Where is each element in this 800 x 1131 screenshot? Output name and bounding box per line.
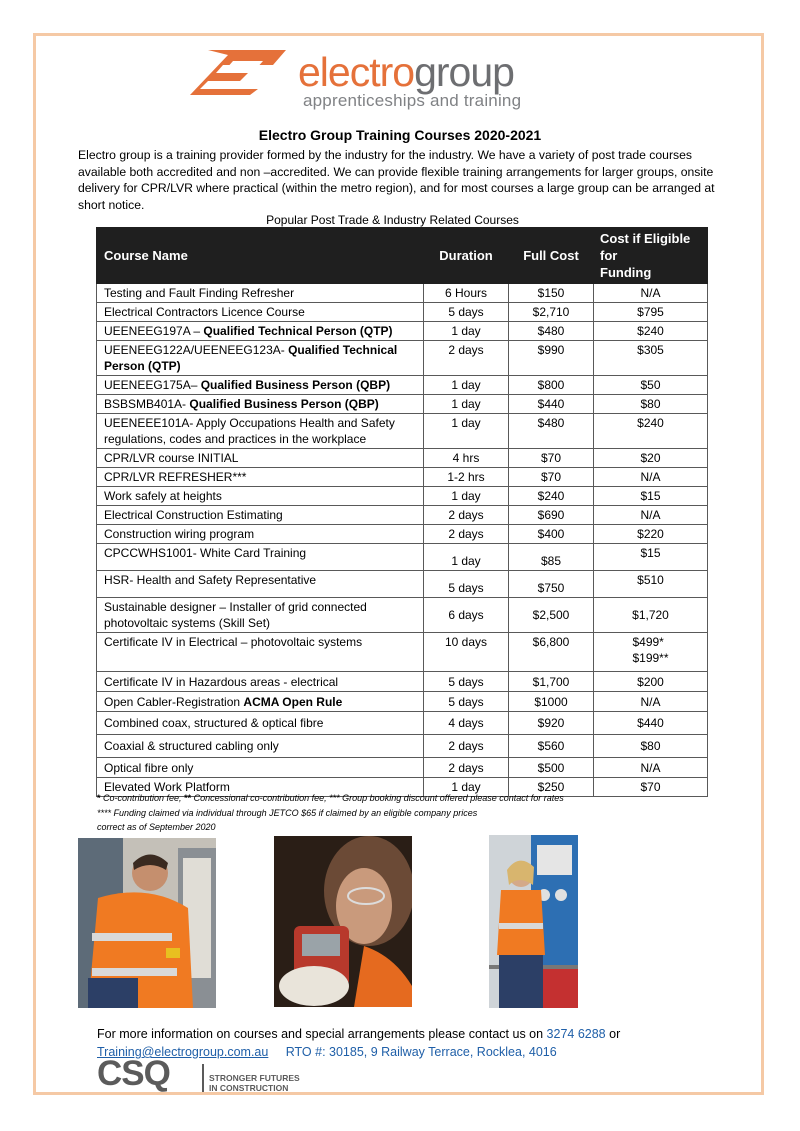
- header-funded-line3: Funding: [600, 265, 652, 280]
- course-name-bold: ACMA Open Rule: [243, 694, 343, 709]
- cell-duration: 1 day: [424, 487, 509, 506]
- cell-course-name: [97, 672, 424, 692]
- footnote-1: [97, 793, 564, 803]
- cell-duration: 2 days: [424, 525, 509, 544]
- cell-cost: $500: [509, 758, 594, 778]
- course-name-text: Work safely at heights: [104, 489, 222, 503]
- cell-cost: $70: [509, 468, 594, 487]
- table-row: [97, 322, 708, 341]
- cell-cost: $2,710: [509, 303, 594, 322]
- cell-course-name: [97, 712, 424, 735]
- cell-funded-cost: $795: [594, 303, 708, 322]
- header-funded-cost: [594, 228, 708, 284]
- footnote-3: correct as of September 2020: [97, 822, 216, 832]
- course-name-text: HSR- Health and Safety Representative: [104, 573, 317, 587]
- course-name-text: UEENEEG175A–: [104, 378, 201, 392]
- cell-course-name: [97, 376, 424, 395]
- contact-or: or: [605, 1027, 621, 1041]
- table-row: [97, 758, 708, 778]
- cell-funded-cost: N/A: [594, 758, 708, 778]
- course-name-text: UEENEEG122A/UEENEEG123A-: [104, 343, 289, 357]
- cell-duration: 5 days: [424, 692, 509, 712]
- cell-course-name: [97, 692, 424, 712]
- cell-cost: $240: [509, 487, 594, 506]
- cell-funded-cost: $15: [594, 544, 708, 571]
- cell-duration: 5 days: [424, 672, 509, 692]
- cell-course-name: [97, 449, 424, 468]
- cell-duration: 5 days: [424, 571, 509, 598]
- cell-cost: $990: [509, 341, 594, 376]
- cell-funded-cost: $305: [594, 341, 708, 376]
- cell-course-name: [97, 633, 424, 672]
- table-row: [97, 376, 708, 395]
- electrogroup-logo: [188, 45, 533, 115]
- course-name-text: CPCCWHS1001- White Card Training: [104, 546, 307, 560]
- cell-duration: 1 day: [424, 395, 509, 414]
- course-name-text: Open Cabler-Registration: [104, 694, 244, 709]
- cell-duration: 4 hrs: [424, 449, 509, 468]
- cell-course-name: [97, 341, 424, 376]
- intro-paragraph: Electro group is a training provider formed by the industry for the industry. We have a variety of post trade courses available both accredited and non –accredited. We can provide flexible training arrangements for larger groups, onsite delivery for CPR/LVR where practical (within the metro region), and for most courses a large group can be arranged at short notice.: [78, 148, 715, 212]
- cell-cost: $85: [509, 544, 594, 571]
- course-name-text: Electrical Contractors Licence Course: [104, 305, 305, 319]
- rto-address: RTO #: 30185, 9 Railway Terrace, Rocklea, 4016: [285, 1045, 557, 1059]
- cell-course-name: [97, 506, 424, 525]
- cell-course-name: [97, 414, 424, 449]
- cell-duration: 6 Hours: [424, 284, 509, 303]
- cell-cost: $1000: [509, 692, 594, 712]
- course-name-text: Coaxial & structured cabling only: [104, 739, 279, 753]
- footnote-star: *: [97, 793, 101, 803]
- cell-funded-cost: $220: [594, 525, 708, 544]
- cell-duration: 1 day: [424, 544, 509, 571]
- table-row: [97, 468, 708, 487]
- cell-course-name: [97, 758, 424, 778]
- cell-duration: 2 days: [424, 506, 509, 525]
- photo-trainee-board: [489, 835, 578, 1008]
- table-row: [97, 487, 708, 506]
- table-row: [97, 571, 708, 598]
- footnote-dstar: **: [184, 793, 192, 803]
- cell-course-name: [97, 468, 424, 487]
- cell-cost: $560: [509, 735, 594, 758]
- contact-info: [97, 1025, 697, 1061]
- cell-cost: $800: [509, 376, 594, 395]
- course-name-text: Certificate IV in Electrical – photovoltaic systems: [104, 635, 363, 649]
- cell-cost: $400: [509, 525, 594, 544]
- footnote-1b: Concessional co-contribution fee, *** Group booking discount offered please contact for rates: [191, 793, 564, 803]
- cell-funded-cost: [594, 633, 708, 672]
- header-duration: Duration: [424, 228, 509, 284]
- photo-multimeter-worker: [274, 836, 412, 1007]
- cell-funded-cost: $200: [594, 672, 708, 692]
- cell-course-name: [97, 395, 424, 414]
- cell-cost: $70: [509, 449, 594, 468]
- cell-cost: $150: [509, 284, 594, 303]
- electrogroup-logo-mark: [188, 47, 293, 97]
- table-row: [97, 303, 708, 322]
- table-row: [97, 735, 708, 758]
- cell-duration: 10 days: [424, 633, 509, 672]
- cell-duration: 2 days: [424, 735, 509, 758]
- course-name-text: BSBSMB401A-: [104, 397, 190, 411]
- footnote-2: **** Funding claimed via individual through JETCO $65 if claimed by an eligible company prices: [97, 808, 478, 818]
- cell-duration: 5 days: [424, 303, 509, 322]
- cell-cost: $750: [509, 571, 594, 598]
- course-name-bold: Qualified Business Person (QBP): [189, 397, 379, 411]
- courses-table: [96, 227, 708, 797]
- contact-email-link[interactable]: Training@electrogroup.com.au: [97, 1045, 269, 1059]
- table-row: [97, 341, 708, 376]
- cell-funded-cost: $70: [594, 778, 708, 797]
- table-header-row: [97, 228, 708, 284]
- cell-course-name: [97, 525, 424, 544]
- cell-duration: 1 day: [424, 414, 509, 449]
- cell-funded-cost: $80: [594, 735, 708, 758]
- course-name-text: Combined coax, structured & optical fibre: [104, 716, 324, 730]
- table-row: [97, 633, 708, 672]
- cell-course-name: [97, 598, 424, 633]
- cell-funded-cost: N/A: [594, 506, 708, 525]
- contact-text: For more information on courses and special arrangements please contact us on: [97, 1027, 547, 1041]
- table-row: [97, 544, 708, 571]
- cell-cost: $2,500: [509, 598, 594, 633]
- course-name-text: Testing and Fault Finding Refresher: [104, 286, 295, 300]
- logo-tagline: apprenticeships and training: [303, 91, 522, 110]
- page-title: Electro Group Training Courses 2020-2021: [258, 127, 542, 143]
- cell-duration: 2 days: [424, 758, 509, 778]
- course-name-bold: Qualified Technical Person (QTP): [104, 343, 398, 373]
- funded-cost-a: $499*: [632, 635, 664, 649]
- cell-course-name: [97, 487, 424, 506]
- course-name-text: Sustainable designer – Installer of grid connected photovoltaic systems (Skill Set): [104, 600, 367, 630]
- cell-funded-cost: N/A: [594, 692, 708, 712]
- csq-tagline: [209, 1073, 300, 1093]
- table-row: [97, 506, 708, 525]
- cell-cost: $1,700: [509, 672, 594, 692]
- cell-funded-cost: $50: [594, 376, 708, 395]
- cell-funded-cost: N/A: [594, 284, 708, 303]
- csq-divider: [202, 1064, 204, 1092]
- course-name-text: Optical fibre only: [104, 760, 194, 775]
- cell-funded-cost: $510: [594, 571, 708, 598]
- funded-cost-b: $199**: [632, 651, 669, 665]
- cell-course-name: [97, 544, 424, 571]
- contact-phone[interactable]: 3274 6288: [546, 1027, 606, 1041]
- table-row: [97, 284, 708, 303]
- cell-cost: $690: [509, 506, 594, 525]
- csq-tagline-1: STRONGER FUTURES: [209, 1073, 300, 1083]
- cell-cost: $250: [509, 778, 594, 797]
- cell-duration: 2 days: [424, 341, 509, 376]
- cell-duration: 1 day: [424, 778, 509, 797]
- cell-duration: 6 days: [424, 598, 509, 633]
- table-row: [97, 712, 708, 735]
- table-row: [97, 449, 708, 468]
- course-name-text: CPR/LVR course INITIAL: [104, 451, 239, 465]
- table-row: [97, 414, 708, 449]
- logo-word-group: group: [414, 49, 514, 95]
- course-name-text: UEENEEE101A- Apply Occupations Health and Safety regulations, codes and practices in the workplace: [104, 416, 395, 446]
- cell-funded-cost: N/A: [594, 468, 708, 487]
- cell-duration: 4 days: [424, 712, 509, 735]
- table-row: [97, 395, 708, 414]
- cell-funded-cost: $440: [594, 712, 708, 735]
- cell-funded-cost: $15: [594, 487, 708, 506]
- table-caption: Popular Post Trade & Industry Related Courses: [266, 213, 519, 227]
- csq-logo: [97, 1054, 327, 1096]
- cell-cost: $480: [509, 414, 594, 449]
- cell-duration: 1 day: [424, 376, 509, 395]
- cell-cost: $480: [509, 322, 594, 341]
- cell-course-name: [97, 303, 424, 322]
- header-funded-line2: for: [600, 248, 618, 263]
- cell-funded-cost: $20: [594, 449, 708, 468]
- table-row: [97, 672, 708, 692]
- cell-duration: 1 day: [424, 322, 509, 341]
- photo-electrician-panel: [78, 838, 216, 1008]
- header-full-cost: Full Cost: [509, 228, 594, 284]
- csq-tagline-2: IN CONSTRUCTION: [209, 1083, 289, 1093]
- course-name-text: CPR/LVR REFRESHER***: [104, 470, 247, 484]
- header-funded-line1: Cost if Eligible: [600, 231, 691, 246]
- header-course-name: Course Name: [97, 228, 424, 284]
- cell-course-name: [97, 284, 424, 303]
- course-name-text: Electrical Construction Estimating: [104, 508, 283, 522]
- cell-duration: 1-2 hrs: [424, 468, 509, 487]
- csq-wordmark: CSQ: [97, 1054, 170, 1093]
- logo-wordmark: [298, 49, 514, 96]
- cell-funded-cost: $1,720: [594, 598, 708, 633]
- cell-funded-cost: $240: [594, 322, 708, 341]
- cell-funded-cost: $80: [594, 395, 708, 414]
- course-name-text: Elevated Work Platform: [104, 780, 230, 794]
- table-row: [97, 598, 708, 633]
- cell-course-name: [97, 571, 424, 598]
- cell-course-name: [97, 735, 424, 758]
- course-name-text: Construction wiring program: [104, 527, 255, 541]
- course-name-bold: Qualified Technical Person (QTP): [203, 324, 393, 338]
- table-row: [97, 692, 708, 712]
- cell-cost: $6,800: [509, 633, 594, 672]
- course-name-text: Certificate IV in Hazardous areas - electrical: [104, 674, 339, 689]
- footnote-1a: Co-contribution fee,: [100, 793, 185, 803]
- cell-cost: $920: [509, 712, 594, 735]
- table-row: [97, 525, 708, 544]
- cell-funded-cost: $240: [594, 414, 708, 449]
- cell-cost: $440: [509, 395, 594, 414]
- course-name-text: UEENEEG197A –: [104, 324, 204, 338]
- cell-course-name: [97, 322, 424, 341]
- course-name-bold: Qualified Business Person (QBP): [200, 378, 391, 392]
- logo-word-electro: electro: [298, 49, 415, 95]
